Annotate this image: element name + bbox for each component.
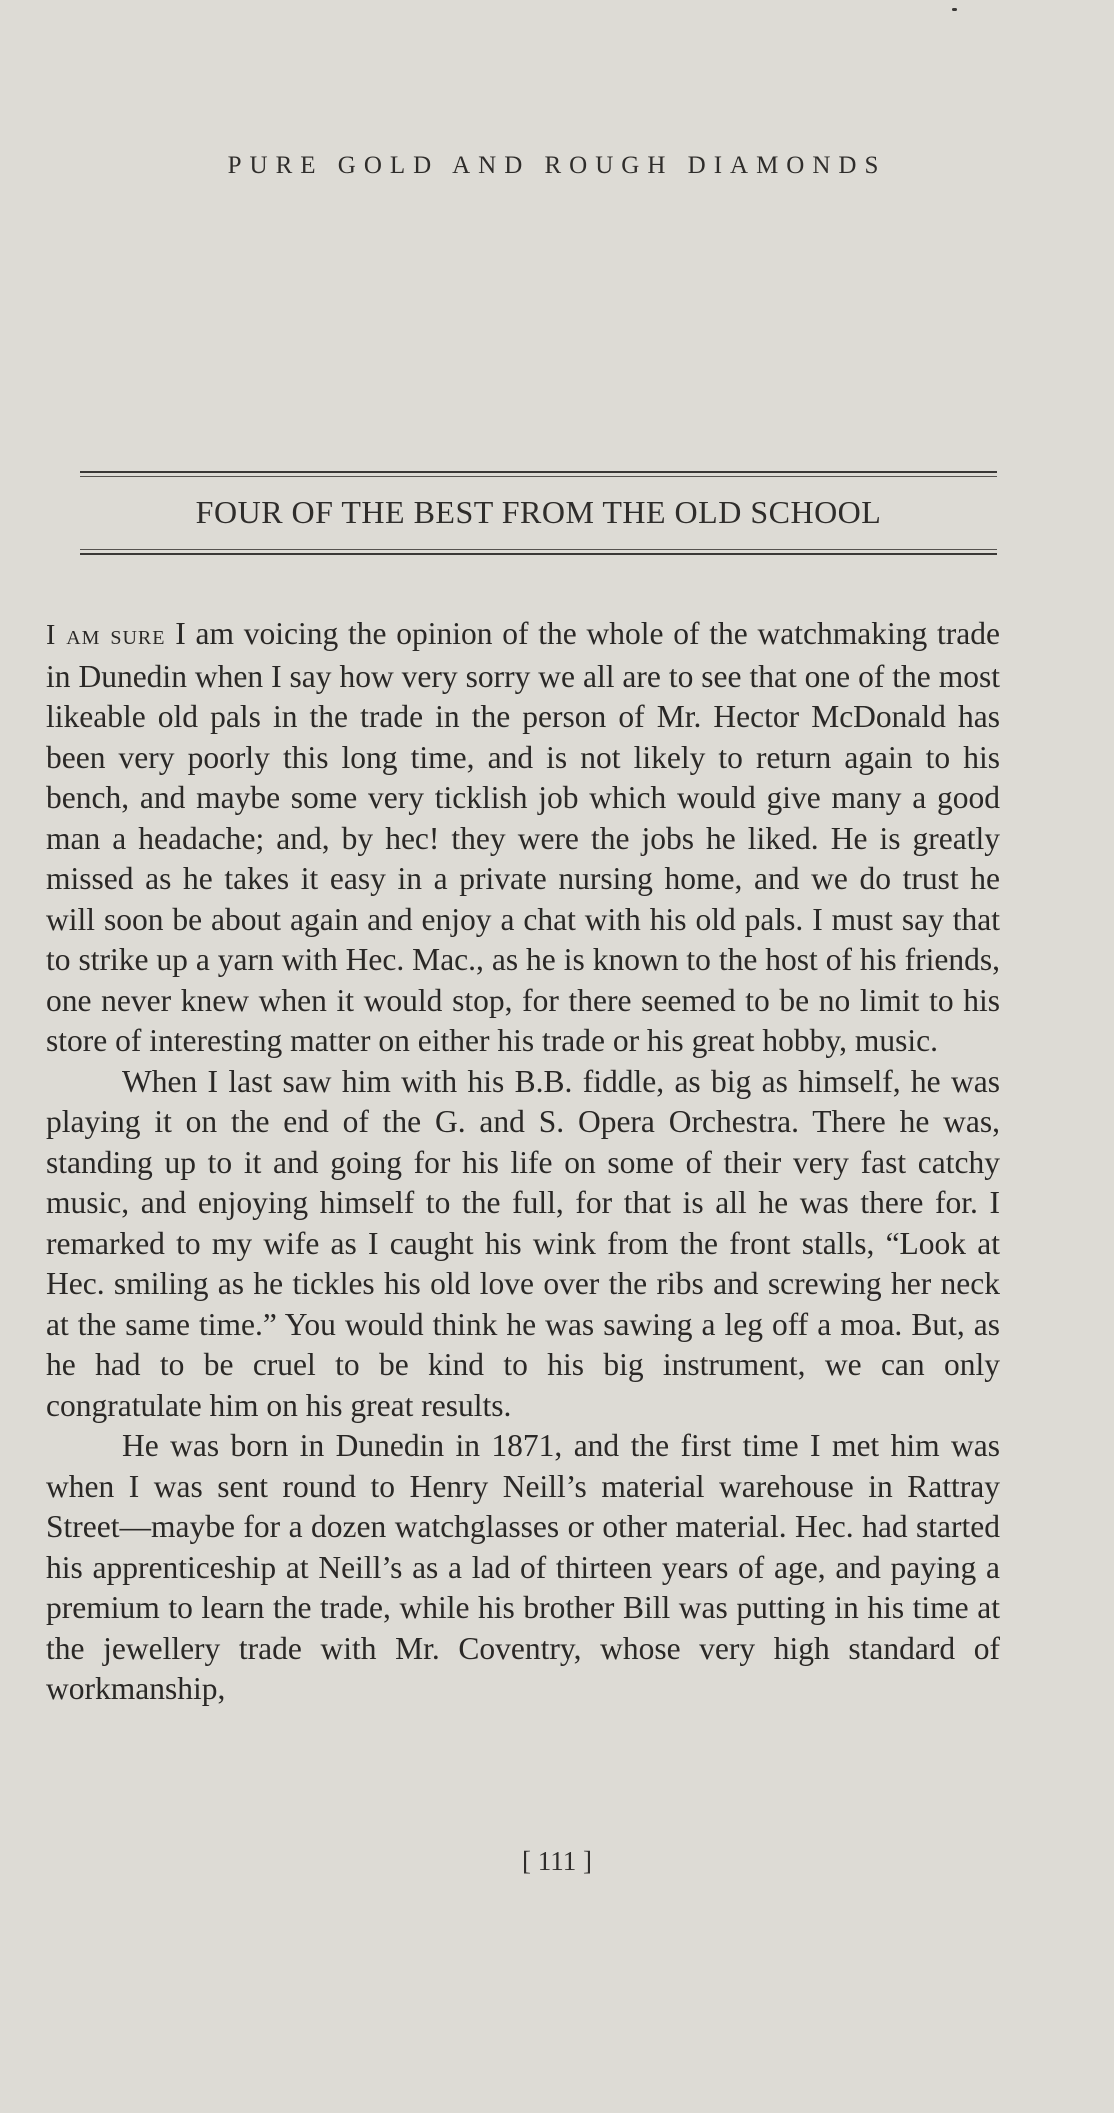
title-rule-top-thin <box>80 476 997 477</box>
body-text <box>46 614 1000 1710</box>
page-number: [ 111 ] <box>522 1846 592 1876</box>
title-rule-bottom <box>80 553 997 555</box>
paragraph-1 <box>46 614 1000 1062</box>
paragraph-3: He was born in Dunedin in 1871, and the first time I met him was when I was sent round to Henry Neill’s material warehouse in Rattray Street—maybe for a dozen watchglasses or other material. Hec. had started his apprenticeship at Neill’s as a lad of thirteen years of age, and paying a premium to learn the trade, while his brother Bill was putting in his time at the jewellery trade with Mr. Coventry, whose very high standard of workmanship, <box>46 1428 1000 1706</box>
paragraph-lead-small-caps: I am sure <box>46 620 166 651</box>
paragraph-2: When I last saw him with his B.B. fiddle, as big as himself, he was playing it on the end of the G. and S. Opera Orchestra. There he was, standing up to it and going for his life on some of their very fast catchy music, and enjoying himself to the full, for that is all he was there for. I remarked to my wife as I caught his wink from the front stalls, “Look at Hec. smiling as he tickles his old love over the ribs and screwing her neck at the same time.” You would think he was sawing a leg off a moa. But, as he had to be cruel to be kind to his big instrument, we can only congratulate him on his great results. <box>46 1063 1000 1423</box>
chapter-title: FOUR OF THE BEST FROM THE OLD SCHOOL <box>195 494 882 530</box>
ink-speck <box>952 8 957 11</box>
running-head: PURE GOLD AND ROUGH DIAMONDS <box>227 152 887 179</box>
paragraph-text: I am voicing the opinion of the whole of the watchmaking trade in Dunedin when I say how very sorry we all are to see that one of the most likeable old pals in the trade in the person of Mr. Hector McDonald has been very poorly this long time, and is not likely to return again to his bench, and maybe some very ticklish job which would give many a good man a headache; and, by hec! they were the jobs he liked. He is greatly missed as he takes it easy in a private nursing home, and we do trust he will soon be about again and enjoy a chat with his old pals. I must say that to strike up a yarn with Hec. Mac., as he is known to the host of his friends, one never knew when it would stop, for there seemed to be no limit to his store of interesting matter on either his trade or his great hobby, music. <box>46 616 1000 1058</box>
title-rule-bottom-thin <box>80 549 997 550</box>
title-rule-top <box>80 471 997 473</box>
